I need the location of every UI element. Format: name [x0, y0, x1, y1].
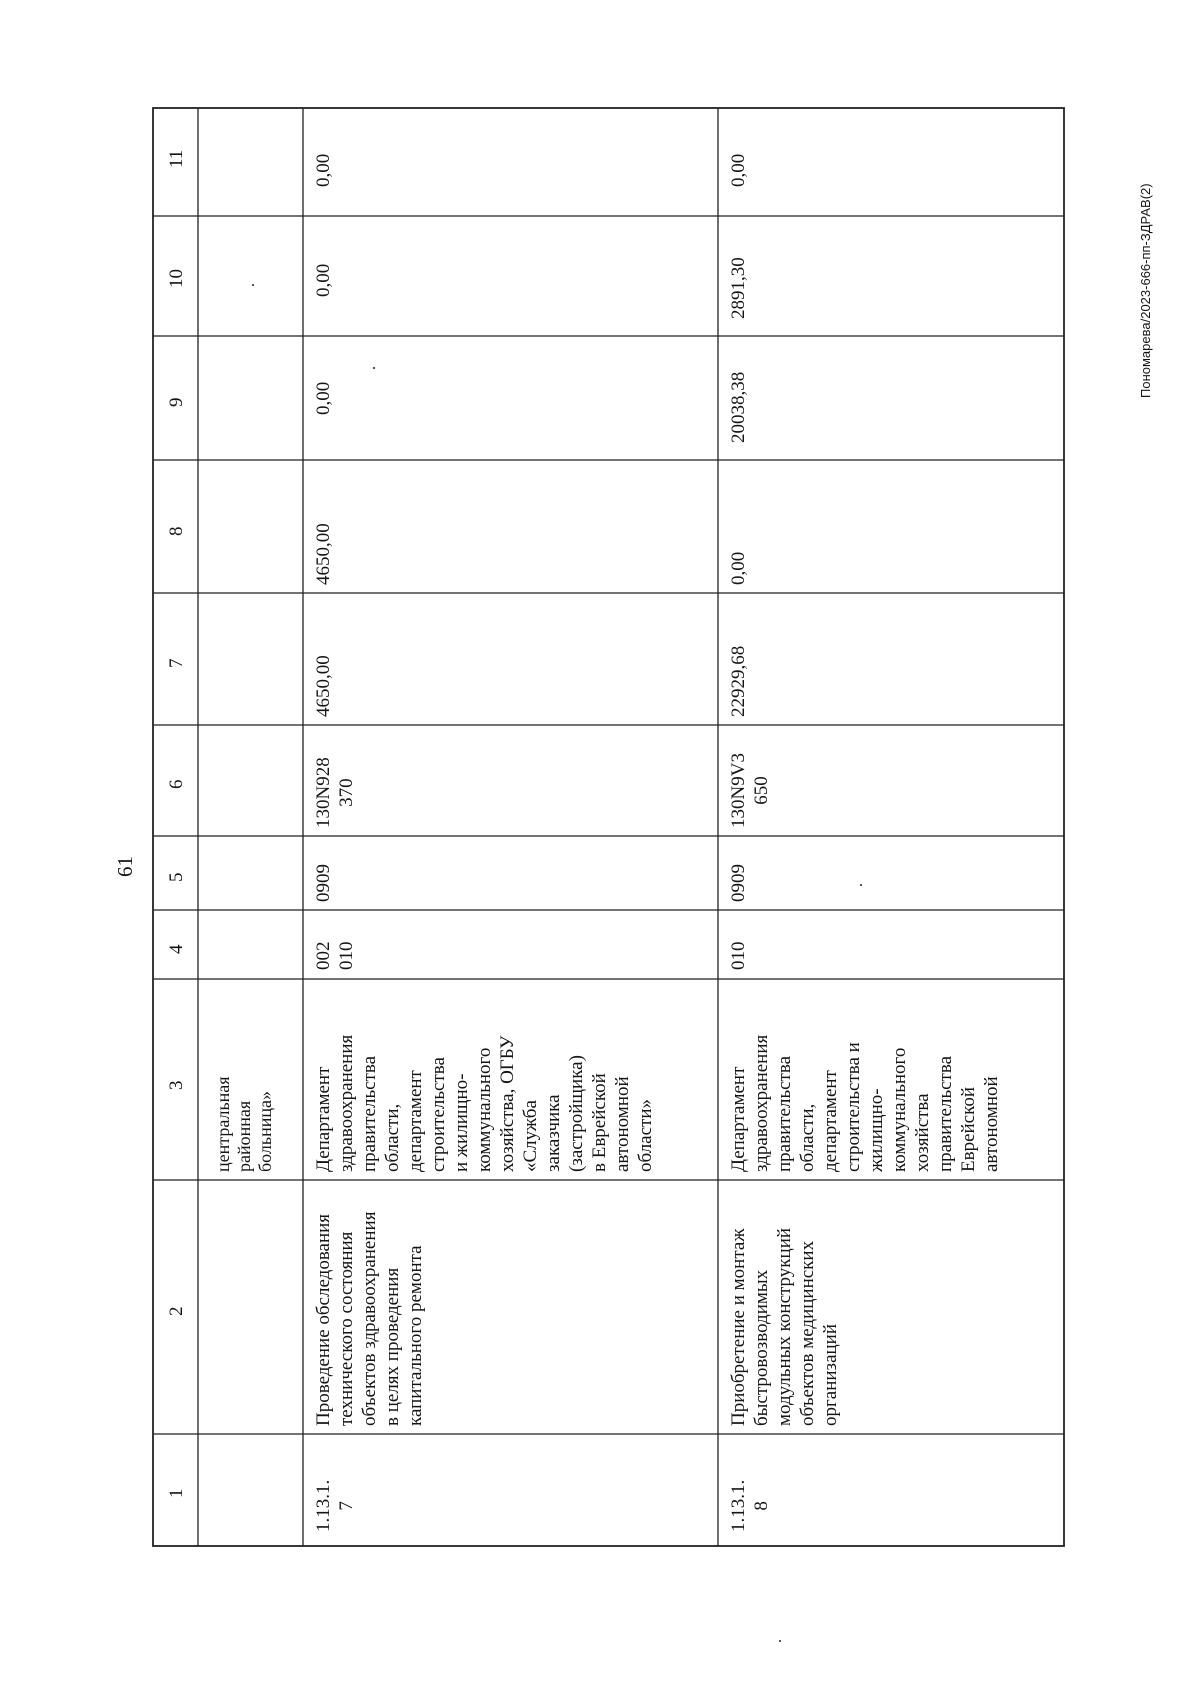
row2-number: 1.13.1. 8: [728, 1479, 772, 1532]
column-number-8: 8: [166, 526, 187, 536]
row2-value7: 22929,68: [728, 645, 749, 717]
row1-executor: Департамент здравоохранения правительства области, департамент строительства и жилищно- коммунального хозяйства, ОГБУ «Служба заказчика (застройщика) в Еврейской автономной области»: [313, 1034, 656, 1172]
column-number-11: 11: [166, 149, 187, 168]
row1-value9: 0,00: [313, 381, 334, 415]
row1-value7: 4650,00: [313, 655, 334, 717]
column-number-4: 4: [166, 944, 187, 954]
row2-code6: 130N9V3 650: [728, 753, 772, 828]
scan-speck: [252, 284, 254, 286]
scan-speck: [779, 1640, 781, 1642]
row2-code5: 0909: [728, 864, 749, 902]
scan-speck: [860, 884, 862, 886]
document-code: Пономарева/2023-666-пп-ЗДРАВ(2): [1138, 183, 1153, 398]
column-number-9: 9: [166, 397, 187, 407]
column-number-1: 1: [166, 1488, 187, 1498]
row2-value10: 2891,30: [728, 257, 749, 319]
row2-code4: 010: [728, 941, 749, 970]
row2-value9: 20038,38: [728, 371, 749, 443]
row1-code6: 130N928 370: [313, 757, 357, 828]
column-number-5: 5: [166, 872, 187, 882]
row1-value8: 4650,00: [313, 523, 334, 585]
row1-value11: 0,00: [313, 153, 334, 187]
column-number-2: 2: [166, 1306, 187, 1316]
column-number-6: 6: [166, 779, 187, 789]
row2-executor: Департамент здравоохранения правительства области, департамент строительства и жилищно- коммунального хозяйства правительства Еврейской автономной: [728, 1034, 1002, 1172]
row1-code4: 002 010: [313, 941, 357, 970]
column-number-10: 10: [166, 269, 187, 288]
row1-code5: 0909: [313, 864, 334, 902]
row2-value11: 0,00: [728, 153, 749, 187]
page-number: 61: [113, 856, 137, 877]
column-number-7: 7: [166, 658, 187, 668]
row2-value8: 0,00: [728, 551, 749, 585]
row1-value10: 0,00: [313, 263, 334, 297]
row0-executor: центральная районная больница»: [213, 1076, 275, 1172]
row1-number: 1.13.1. 7: [313, 1479, 357, 1532]
row2-name: Приобретение и монтаж быстровозводимых модульных конструкций объектов медицинских организаций: [728, 1227, 841, 1426]
scan-speck: [373, 367, 375, 369]
row1-name: Проведение обследования технического состояния объектов здравоохранения в целях проведения капитального ремонта: [313, 1211, 426, 1426]
column-number-3: 3: [166, 1080, 187, 1090]
